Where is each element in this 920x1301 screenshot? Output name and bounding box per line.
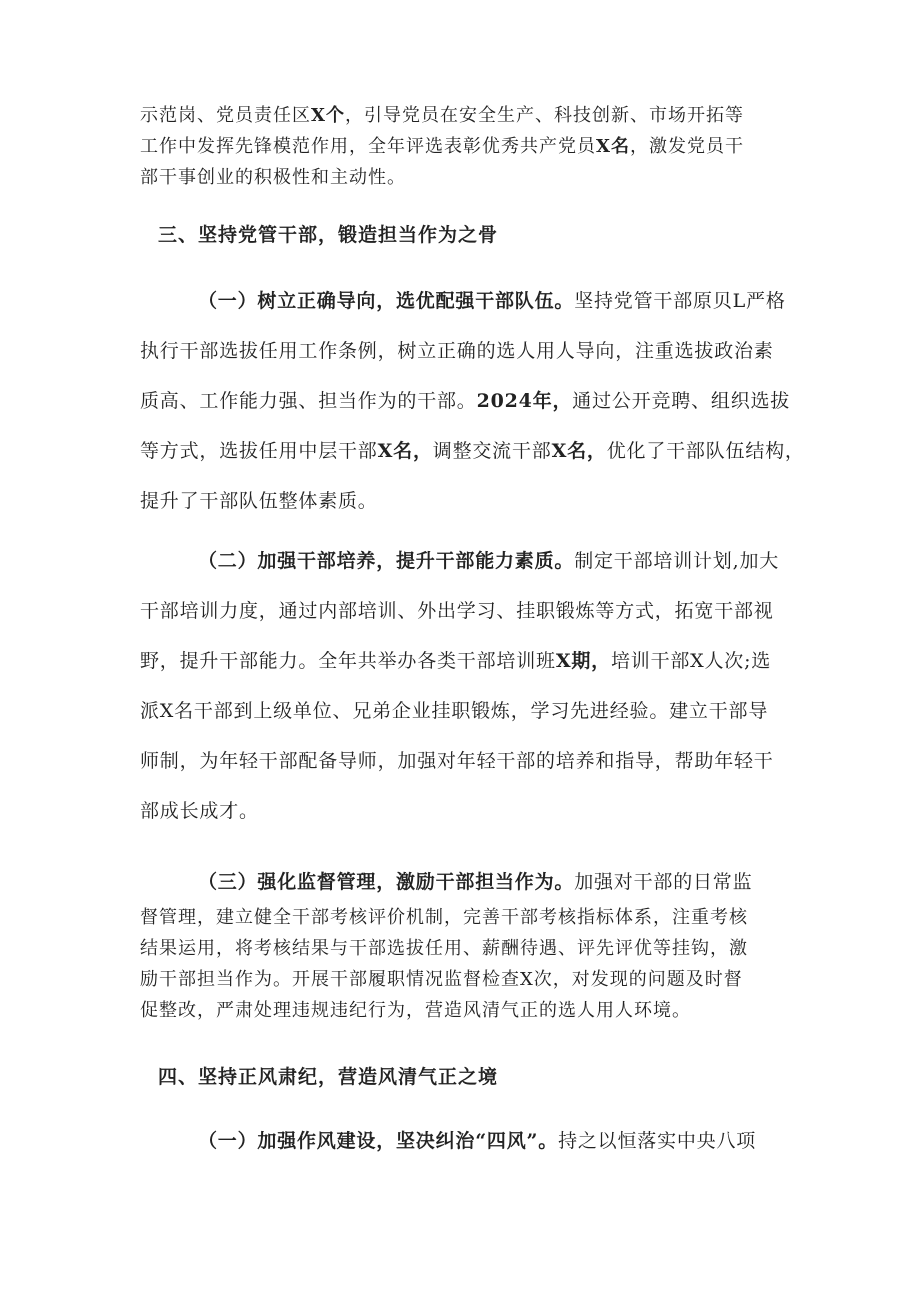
- text-line: （一）加强作风建设，坚决纠治“四风”。持之以恒落实中央八项: [198, 1130, 757, 1152]
- text-line: 质高、工作能力强、担当作为的干部。2024年，通过公开竞聘、组织选拔: [140, 390, 791, 412]
- section-heading: 三、坚持党管干部，锻造担当作为之骨: [158, 224, 499, 246]
- body-paragraph: [140, 857, 785, 907]
- body-paragraph: [140, 536, 785, 836]
- paragraph-lead: （一）树立正确导向，选优配强干部队伍。: [198, 290, 575, 312]
- body-paragraph: [140, 1116, 785, 1166]
- text-line: 促整改，严肃处理违规违纪行为，营造风清气正的选人用人环境。: [140, 1000, 691, 1021]
- text-line: 部成长成才。: [140, 800, 259, 822]
- text-line: 派X名干部到上级单位、兄弟企业挂职锻炼，学习先进经验。建立干部导: [140, 700, 769, 722]
- text-line: 执行干部选拔任用工作条例，树立正确的选人用人导向，注重选拔政治素: [140, 340, 774, 362]
- text-line: 等方式，选拔任用中层干部X名，调整交流干部X名，优化了干部队伍结构，: [140, 440, 805, 462]
- text-line: 野，提升干部能力。全年共举办各类干部培训班X期，培训干部X人次;选: [140, 650, 772, 672]
- text-line: 励干部担当作为。开展干部履职情况监督检查X次，对发现的问题及时督: [140, 969, 743, 990]
- text-line: （三）强化监督管理，激励干部担当作为。加强对干部的日常监: [198, 871, 753, 893]
- paragraph-lead: （三）强化监督管理，激励干部担当作为。: [198, 871, 575, 893]
- body-paragraph: [140, 276, 805, 526]
- paragraph-lead: （二）加强干部培养，提升干部能力素质。: [198, 550, 575, 572]
- section-heading: 四、坚持正风肃纪，营造风清气正之境: [158, 1066, 499, 1088]
- intro-paragraph: [140, 100, 785, 193]
- text-line: 结果运用，将考核结果与干部选拔任用、薪酬待遇、评先评优等挂钩，激: [140, 938, 748, 959]
- text-line: （二）加强干部培养，提升干部能力素质。制定干部培训计划,加大: [198, 550, 780, 572]
- body-paragraph-continued: [140, 902, 785, 1026]
- text-line: 干部培训力度，通过内部培训、外出学习、挂职锻炼等方式，拓宽干部视: [140, 600, 774, 622]
- text-line: （一）树立正确导向，选优配强干部队伍。坚持党管干部原贝L严格: [198, 290, 786, 312]
- text-line: 督管理，建立健全干部考核评价机制，完善干部考核指标体系，注重考核: [140, 907, 748, 928]
- text-line: 师制，为年轻干部配备导师，加强对年轻干部的培养和指导，帮助年轻干: [140, 750, 774, 772]
- text-line: 示范岗、党员责任区X个，引导党员在安全生产、科技创新、市场开拓等: [140, 105, 744, 126]
- text-line: 提升了干部队伍整体素质。: [140, 490, 378, 512]
- text-line: 工作中发挥先锋模范作用，全年评选表彰优秀共产党员X名，激发党员干: [140, 136, 744, 157]
- paragraph-lead: （一）加强作风建设，坚决纠治“四风”。: [198, 1130, 559, 1152]
- text-line: 部干事创业的积极性和主动性。: [140, 167, 406, 188]
